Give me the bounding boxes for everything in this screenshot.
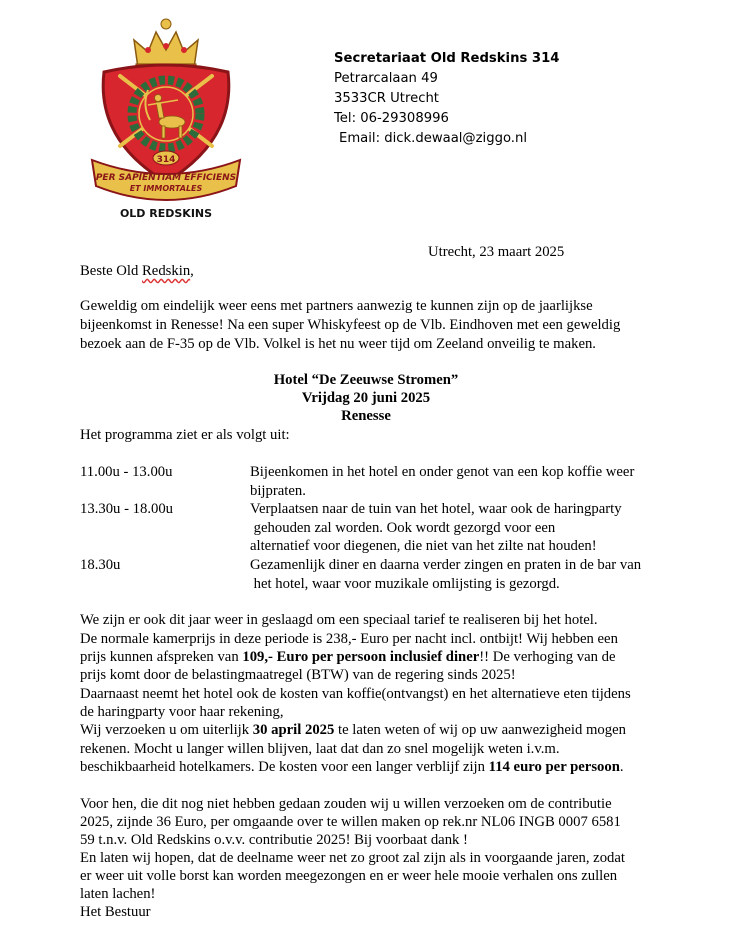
tariff-text: beschikbaarheid hotelkamers. De kosten voor een langer verblijf zijn: [80, 759, 489, 775]
program-desc-line: het hotel, waar voor muzikale omlijsting is gezorgd.: [250, 575, 560, 592]
tariff-text: prijs kunnen afspreken van: [80, 649, 243, 665]
event-hotel: Hotel “De Zeeuwse Stromen”: [273, 372, 459, 388]
closing-line: er weer uit volle borst kan worden meegezongen en er weer hele mooie verhalen ons zullen: [80, 868, 618, 884]
tariff-line: De normale kamerprijs in deze periode is 238,- Euro per nacht incl. ontbijt! Wij hebben een: [80, 631, 618, 647]
sender-org: Secretariaat Old Redskins 314: [334, 51, 560, 66]
program-desc-line: bijpraten.: [250, 482, 306, 499]
closing-line: Voor hen, die dit nog niet hebben gedaan zouden wij u willen verzoeken om de contributie: [80, 796, 612, 812]
tariff-line: rekenen. Mocht u langer willen blijven, laat dat dan zo snel mogelijk weten i.v.m.: [80, 741, 560, 757]
sender-city: 3533CR Utrecht: [334, 91, 439, 106]
program-desc-line: alternatief voor diegenen, die niet van het zilte nat houden!: [250, 538, 597, 554]
greeting-name: Redskin: [142, 263, 191, 279]
tariff-line: Daarnaast neemt het hotel ook de kosten van koffie(ontvangst) en het alternatieve eten tijdens: [80, 686, 631, 702]
signature: Het Bestuur: [80, 904, 151, 920]
program-time: 18.30u: [80, 557, 121, 573]
program-desc: [250, 463, 634, 500]
tariff-line: prijs komt door de belastingmaatregel (BTW) van de regering sinds 2025!: [80, 667, 516, 683]
letter-date: Utrecht, 23 maart 2025: [428, 244, 565, 260]
event-date: Vrijdag 20 juni 2025: [301, 390, 431, 406]
old-redskins-emblem: [86, 10, 246, 220]
sender-street: Petrarcalaan 49: [334, 71, 438, 86]
program-desc: [250, 556, 641, 593]
price-highlight: 109,- Euro per persoon inclusief diner: [242, 649, 480, 665]
program-desc-line: Gezamenlijk diner en daarna verder zingen en praten in de bar van: [250, 557, 642, 573]
emblem-number: 314: [156, 155, 176, 165]
tariff-line: de haringparty voor haar rekening,: [80, 704, 284, 720]
intro-line: bezoek aan de F-35 op de Vlb. Volkel is het nu weer tijd om Zeeland onveilig te maken.: [80, 336, 596, 352]
program-desc-line: Verplaatsen naar de tuin van het hotel, waar ook de haringparty: [250, 501, 622, 517]
greeting: [80, 262, 194, 281]
sender-tel: Tel: 06-29308996: [334, 111, 449, 126]
motto-line-2: ET IMMORTALES: [129, 184, 203, 193]
sender-email: Email: dick.dewaal@ziggo.nl: [339, 131, 527, 146]
sender-address: [334, 49, 559, 149]
event-place: Renesse: [341, 408, 391, 424]
program-desc-line: Bijeenkomen in het hotel en onder genot van een kop koffie weer: [250, 464, 635, 480]
tariff-text: te laten weten of wij op uw aanwezigheid mogen: [334, 722, 626, 738]
tariff-line: [80, 758, 624, 777]
motto-line-1: PER SAPIENTIAM EFFICIENS: [95, 173, 237, 183]
program-time: 11.00u - 13.00u: [80, 464, 173, 480]
emblem-name: OLD REDSKINS: [119, 207, 213, 220]
tariff-line: We zijn er ook dit jaar weer in geslaagd om een speciaal tarief te realiseren bij het hotel.: [80, 612, 598, 628]
tariff-line: [80, 648, 615, 667]
tariff-text: .: [619, 759, 624, 775]
intro-line: bijeenkomst in Renesse! Na een super Whiskyfeest op de Vlb. Eindhoven met een geweldig: [80, 317, 621, 333]
deadline-highlight: 30 april 2025: [252, 722, 335, 738]
extended-stay-price: 114 euro per persoon: [488, 759, 620, 775]
intro-line: Geweldig om eindelijk weer eens met partners aanwezig te kunnen zijn op de jaarlijkse: [80, 298, 593, 314]
closing-line: 59 t.n.v. Old Redskins o.v.v. contributie 2025! Bij voorbaat dank !: [80, 832, 468, 848]
closing-line: 2025, zijnde 36 Euro, per omgaande over te willen maken op rek.nr NL06 INGB 0007 6581: [80, 814, 621, 830]
program-desc: [250, 500, 622, 556]
program-time: 13.30u - 18.00u: [80, 501, 174, 517]
tariff-line: [80, 721, 626, 740]
tariff-text: !! De verhoging van de: [479, 649, 616, 665]
greeting-suffix: ,: [190, 263, 194, 279]
closing-line: En laten wij hopen, dat de deelname weer net zo groot zal zijn als in voorgaande jaren, zodat: [80, 850, 625, 866]
program-intro: Het programma ziet er als volgt uit:: [80, 427, 290, 443]
greeting-prefix: Beste Old: [80, 263, 143, 279]
program-desc-line: gehouden zal worden. Ook wordt gezorgd voor een: [250, 519, 556, 536]
tariff-text: Wij verzoeken u om uiterlijk: [80, 722, 253, 738]
closing-line: laten lachen!: [80, 886, 156, 902]
